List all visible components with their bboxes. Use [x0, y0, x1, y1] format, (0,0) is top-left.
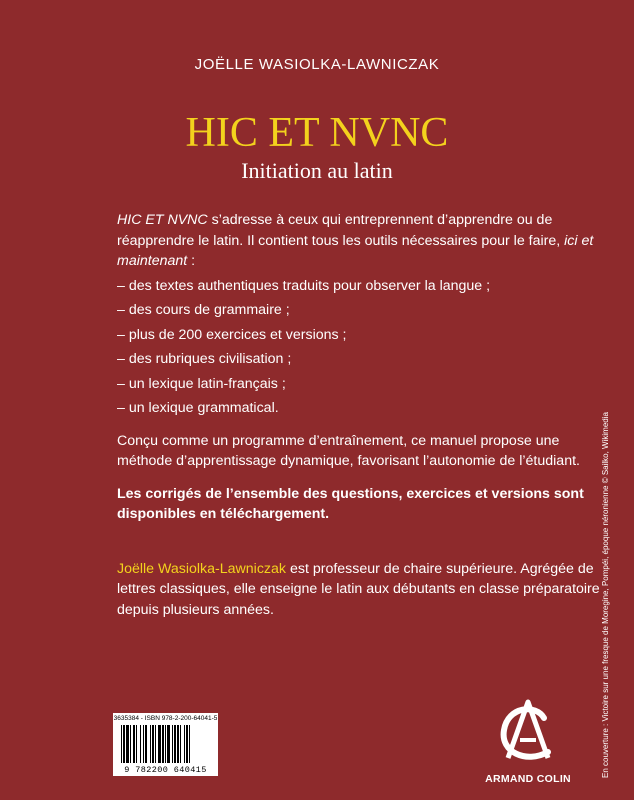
barcode-bars: [121, 725, 210, 763]
barcode: [113, 713, 218, 776]
armand-colin-logo-icon: [478, 692, 578, 770]
intro-emphasis: ici et maintenant: [117, 232, 594, 269]
cover-credit: En couverture : Victoire sur une fresque de Moregine, Pompéi, époque néronienne © Sailko, Wikimedia: [601, 412, 610, 778]
list-item: – plus de 200 exercices et versions ;: [117, 326, 347, 343]
barcode-digits: 9 782200 640415: [124, 765, 207, 775]
corriges-paragraph: Les corrigés de l’ensemble des questions, exercices et versions sont disponibles en téléchargement.: [117, 485, 584, 522]
publisher-name: ARMAND COLIN: [485, 773, 571, 785]
list-item: – des cours de grammaire ;: [117, 302, 290, 318]
intro-paragraph: [117, 210, 617, 272]
intro-text-1: s’adresse à ceux qui entreprennent d’apprendre ou de réapprendre le latin. Il contient tous les outils nécessaires pour le faire,: [117, 212, 565, 249]
author-bio-text: est professeur de chaire supérieure. Agrégée de lettres classiques, elle enseigne le latin aux débutants en classe préparatoire depuis plusieurs années.: [117, 560, 600, 618]
publisher-logo: [478, 692, 578, 787]
back-cover-text: [117, 210, 617, 620]
book-title: HIC ET NVNC: [185, 110, 449, 156]
intro-text-2: :: [187, 253, 196, 269]
author-top: JOËLLE WASIOLKA-LAWNICZAK: [194, 56, 440, 73]
list-item: – un lexique latin-français ;: [117, 375, 286, 392]
book-subtitle: Initiation au latin: [241, 158, 393, 183]
list-item: – un lexique grammatical.: [117, 400, 279, 416]
author-bio-name: Joëlle Wasiolka-Lawniczak: [117, 560, 287, 577]
list-item: – des textes authentiques traduits pour observer la langue ;: [117, 277, 491, 294]
isbn-reference: 3635384 - ISBN 978-2-200-64041-5: [113, 715, 218, 722]
method-paragraph: Conçu comme un programme d’entraînement, ce manuel propose une méthode d’apprentissage dynamique, favorisant l’autonomie de l’étudiant.: [117, 432, 580, 469]
author-bio: [117, 559, 617, 621]
feature-list: [117, 276, 617, 419]
title-reference: HIC ET NVNC: [117, 212, 208, 228]
list-item: – des rubriques civilisation ;: [117, 351, 292, 367]
